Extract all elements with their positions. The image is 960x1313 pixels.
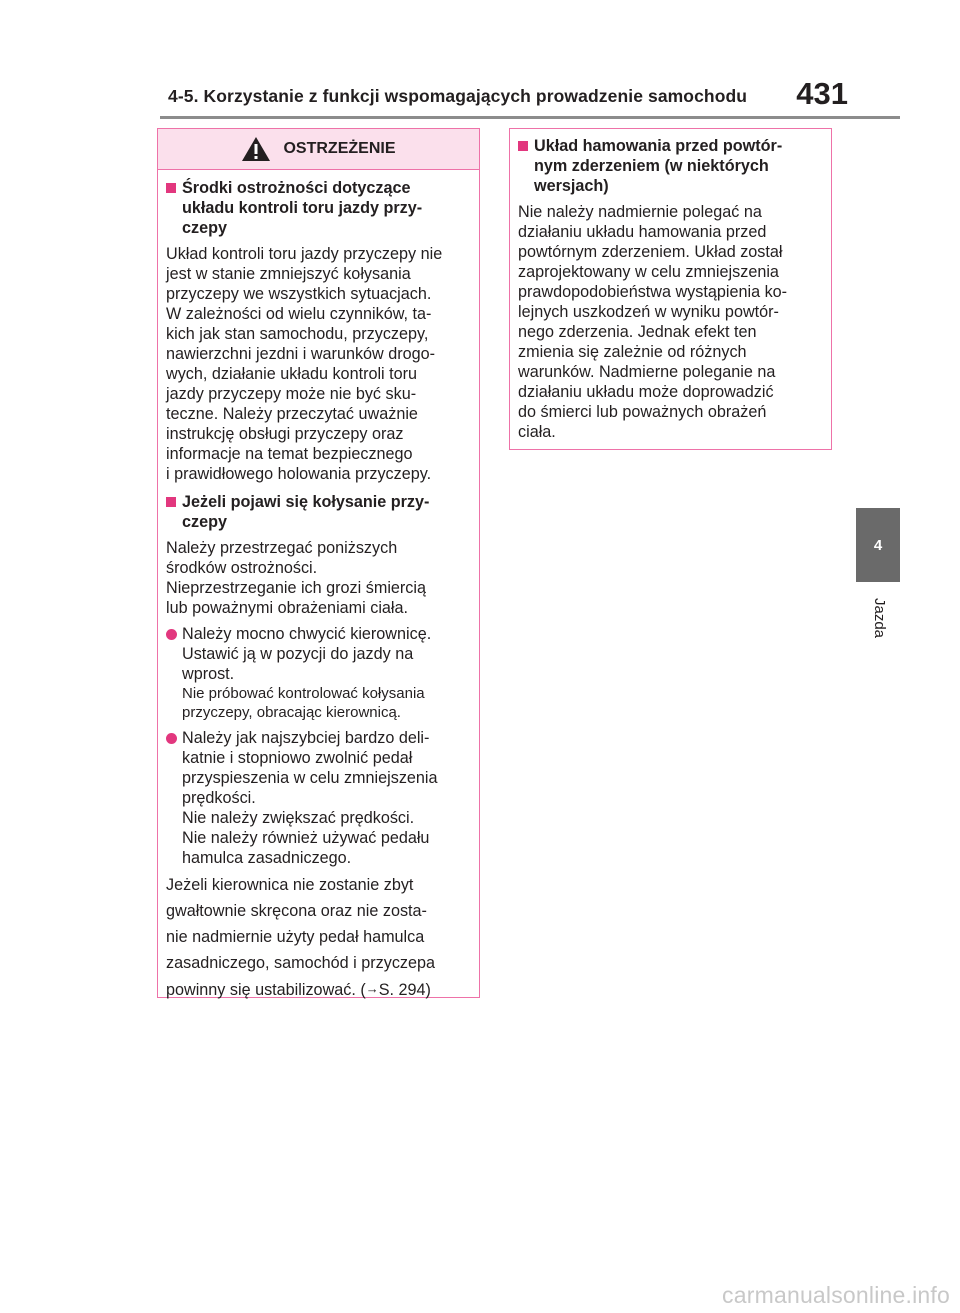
warning-bullet-1	[166, 624, 473, 722]
heading-line: wersjach)	[534, 177, 609, 195]
square-bullet-icon	[166, 497, 176, 507]
text-line: lub poważnymi obrażeniami ciała.	[166, 599, 409, 617]
text-line: katnie i stopniowo zwolnić pedał	[182, 749, 413, 767]
text-line: Układ kontroli toru jazdy przyczepy nie	[166, 245, 443, 263]
text-line: instrukcję obsługi przyczepy oraz	[166, 425, 404, 443]
heading-line: układu kontroli toru jazdy przy-	[182, 199, 423, 217]
text-line: Nie należy nadmiernie polegać na	[518, 203, 762, 221]
heading-line: czepy	[182, 513, 227, 531]
warning-header	[158, 129, 479, 170]
text-line: jest w stanie zmniejszyć kołysania	[166, 265, 411, 283]
warning-title: OSTRZEŻENIE	[283, 140, 396, 157]
text-line: W zależności od wielu czynników, ta-	[166, 305, 432, 323]
chapter-label: Jazda	[871, 598, 888, 639]
heading-line: Układ hamowania przed powtór-	[534, 137, 783, 155]
text-line: Należy przestrzegać poniższych	[166, 539, 398, 557]
heading-line: Środki ostrożności dotyczące	[182, 179, 411, 197]
text-line: i prawidłowego holowania przyczepy.	[166, 465, 432, 483]
info-paragraph	[518, 202, 825, 442]
text-line: Jeżeli kierownica nie zostanie zbyt	[166, 876, 414, 894]
text-line: teczne. Należy przeczytać uważnie	[166, 405, 418, 423]
warning-bullet-2	[166, 728, 473, 868]
text-line: środków ostrożności.	[166, 559, 318, 577]
text-line	[166, 976, 473, 1003]
text-fragment: powinny się ustabilizować. (	[166, 981, 366, 999]
text-line: kich jak stan samochodu, przyczepy,	[166, 325, 429, 343]
text-line: nie nadmiernie użyty pedał hamulca	[166, 928, 425, 946]
text-line: zmienia się zależnie od różnych	[518, 343, 747, 361]
warning-paragraph-2	[166, 538, 473, 618]
text-line: Nie należy zwiększać prędkości.	[182, 809, 415, 827]
section-title: 4-5. Korzystanie z funkcji wspomagających prowadzenie samochodu	[168, 86, 748, 106]
warning-heading-1	[166, 178, 473, 238]
text-line: przyczepy we wszystkich sytuacjach.	[166, 285, 432, 303]
square-bullet-icon	[518, 141, 528, 151]
watermark: carmanualsonline.info	[722, 1282, 950, 1308]
text-line: Ustawić ją w pozycji do jazdy na	[182, 645, 414, 663]
text-line: powtórnym zderzeniem. Układ został	[518, 243, 783, 261]
text-line: nego zderzenia. Jednak efekt ten	[518, 323, 757, 341]
text-line: do śmierci lub poważnych obrażeń	[518, 403, 767, 421]
chapter-number: 4	[873, 536, 883, 554]
text-line: nawierzchni jezdni i warunków drogo-	[166, 345, 436, 363]
text-line: Należy jak najszybciej bardzo deli-	[182, 729, 430, 747]
circle-bullet-icon	[166, 629, 177, 640]
warning-box	[157, 128, 480, 998]
warning-paragraph-1	[166, 244, 473, 484]
page-reference-link[interactable]: S. 294)	[378, 981, 431, 999]
text-line: Nieprzestrzeganie ich grozi śmiercią	[166, 579, 426, 597]
page-number: 431	[796, 76, 848, 111]
note-line: przyczepy, obracając kierownicą.	[182, 704, 401, 721]
heading-line: nym zderzeniem (w niektórych	[534, 157, 769, 175]
info-heading	[518, 136, 825, 196]
info-box	[509, 128, 832, 450]
text-line: przyspieszenia w celu zmniejszenia	[182, 769, 438, 787]
text-line: wprost.	[182, 665, 235, 683]
arrow-icon: →	[365, 981, 379, 996]
warning-triangle-icon	[241, 136, 271, 162]
text-line: hamulca zasadniczego.	[182, 849, 352, 867]
text-line: Należy mocno chwycić kierownicę.	[182, 625, 432, 643]
text-line: lejnych uszkodzeń w wyniku powtór-	[518, 303, 779, 321]
circle-bullet-icon	[166, 733, 177, 744]
page-header	[160, 76, 900, 119]
text-line: zaprojektowany w celu zmniejszenia	[518, 263, 779, 281]
text-line: jazdy przyczepy może nie być sku-	[166, 385, 417, 403]
text-line: gwałtownie skręcona oraz nie zosta-	[166, 902, 427, 920]
heading-line: Jeżeli pojawi się kołysanie przy-	[182, 493, 430, 511]
text-line: prędkości.	[182, 789, 256, 807]
text-line: warunków. Nadmierne poleganie na	[518, 363, 776, 381]
heading-line: czepy	[182, 219, 227, 237]
warning-paragraph-3	[166, 872, 473, 1003]
text-line: działaniu układu hamowania przed	[518, 223, 767, 241]
text-line: wych, działanie układu kontroli toru	[166, 365, 418, 383]
text-line: informacje na temat bezpiecznego	[166, 445, 413, 463]
chapter-tab[interactable]	[856, 508, 900, 582]
text-line: Nie należy również używać pedału	[182, 829, 430, 847]
text-line: zasadniczego, samochód i przyczepa	[166, 954, 436, 972]
text-line: działaniu układu może doprowadzić	[518, 383, 774, 401]
square-bullet-icon	[166, 183, 176, 193]
note-line: Nie próbować kontrolować kołysania	[182, 685, 425, 702]
text-line: prawdopodobieństwa wystąpienia ko-	[518, 283, 788, 301]
text-line: ciała.	[518, 423, 556, 441]
warning-heading-2	[166, 492, 473, 532]
